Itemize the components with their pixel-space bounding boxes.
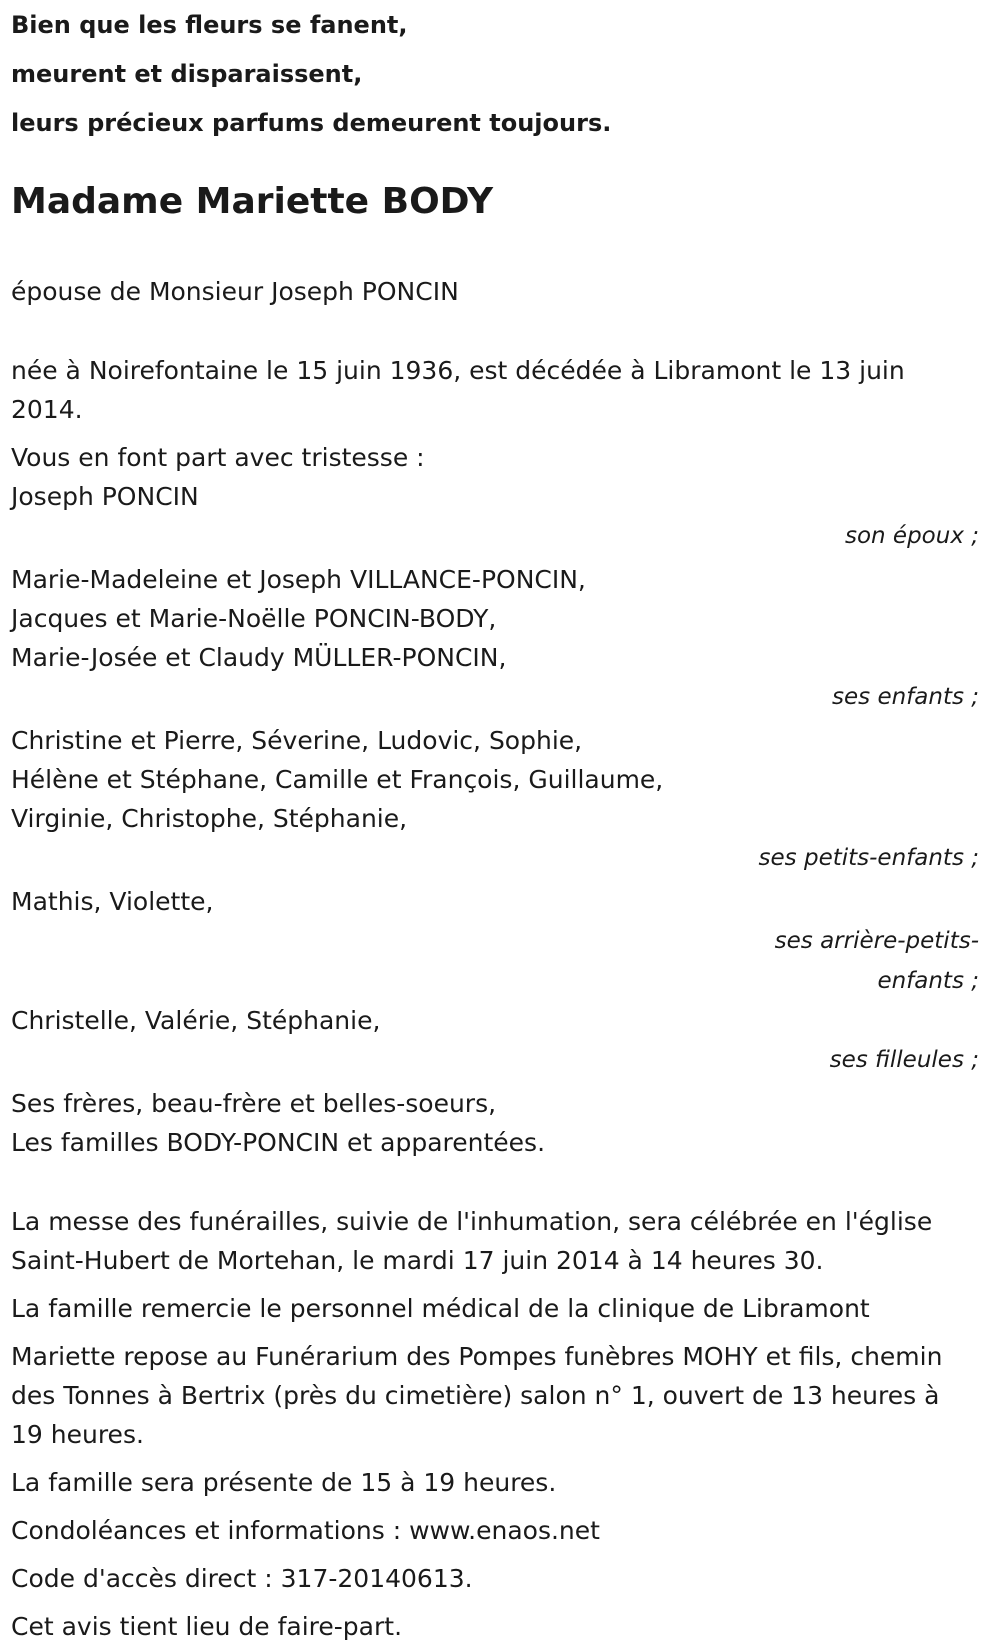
family-group-others [11, 1084, 979, 1162]
birth-death-line: née à Noirefontaine le 15 juin 1936, est décédée à Libramont le 13 juin 2014. [11, 356, 905, 424]
poem-line: Bien que les fleurs se fanent, [11, 11, 408, 39]
family-member-line: Jacques et Marie-Noëlle PONCIN-BODY, [11, 604, 497, 633]
family-role-great-grandchildren: ses arrière-petits-enfants ; [774, 928, 979, 994]
deceased-name: Madame Mariette BODY [11, 181, 494, 222]
condolences-line: Condoléances et informations : www.enaos.net [11, 1516, 600, 1545]
family-member-line: Ses frères, beau-frère et belles-soeurs, [11, 1089, 497, 1118]
spouse-line: épouse de Monsieur Joseph PONCIN [11, 277, 459, 306]
family-member-line: Marie-Josée et Claudy MÜLLER-PONCIN, [11, 643, 507, 672]
funeral-home-info: Mariette repose au Funérarium des Pompes funèbres MOHY et fils, chemin des Tonnes à Bertrix (près du cimetière) salon n° 1, ouvert de 13 heures à 19 heures. [11, 1342, 943, 1449]
family-role-goddaughters: ses filleules ; [829, 1047, 979, 1073]
family-presence-line: La famille sera présente de 15 à 19 heures. [11, 1468, 557, 1497]
funeral-mass-info: La messe des funérailles, suivie de l'inhumation, sera célébrée en l'église Saint-Hubert de Mortehan, le mardi 17 juin 2014 à 14 heures 30. [11, 1207, 933, 1275]
family-group-grandchildren [11, 721, 979, 838]
announcement-intro: Vous en font part avec tristesse : [11, 443, 425, 472]
poem-line: meurent et disparaissent, [11, 60, 363, 88]
family-member-line: Christelle, Valérie, Stéphanie, [11, 1006, 381, 1035]
family-member-line: Virginie, Christophe, Stéphanie, [11, 804, 408, 833]
family-member-line: Marie-Madeleine et Joseph VILLANCE-PONCIN, [11, 565, 586, 594]
notice-line: Cet avis tient lieu de faire-part. [11, 1612, 403, 1641]
family-role-spouse: son époux ; [844, 523, 979, 549]
poem-line: leurs précieux parfums demeurent toujours. [11, 109, 612, 137]
family-role-grandchildren: ses petits-enfants ; [758, 845, 979, 871]
family-member-line: Mathis, Violette, [11, 887, 214, 916]
obituary-notice [11, 0, 979, 1646]
poem [11, 1, 979, 148]
family-member-line: Les familles BODY-PONCIN et apparentées. [11, 1128, 546, 1157]
family-group-great-grandchildren [11, 882, 979, 921]
family-role-children: ses enfants ; [832, 684, 979, 710]
access-code-line: Code d'accès direct : 317-20140613. [11, 1564, 473, 1593]
family-member-line: Joseph PONCIN [11, 482, 199, 511]
family-member-line: Christine et Pierre, Séverine, Ludovic, Sophie, [11, 726, 583, 755]
family-member-line: Hélène et Stéphane, Camille et François, Guillaume, [11, 765, 664, 794]
family-group-goddaughters [11, 1001, 979, 1040]
thanks-line: La famille remercie le personnel médical de la clinique de Libramont [11, 1294, 870, 1323]
family-group-spouse [11, 477, 979, 516]
family-group-children [11, 560, 979, 677]
